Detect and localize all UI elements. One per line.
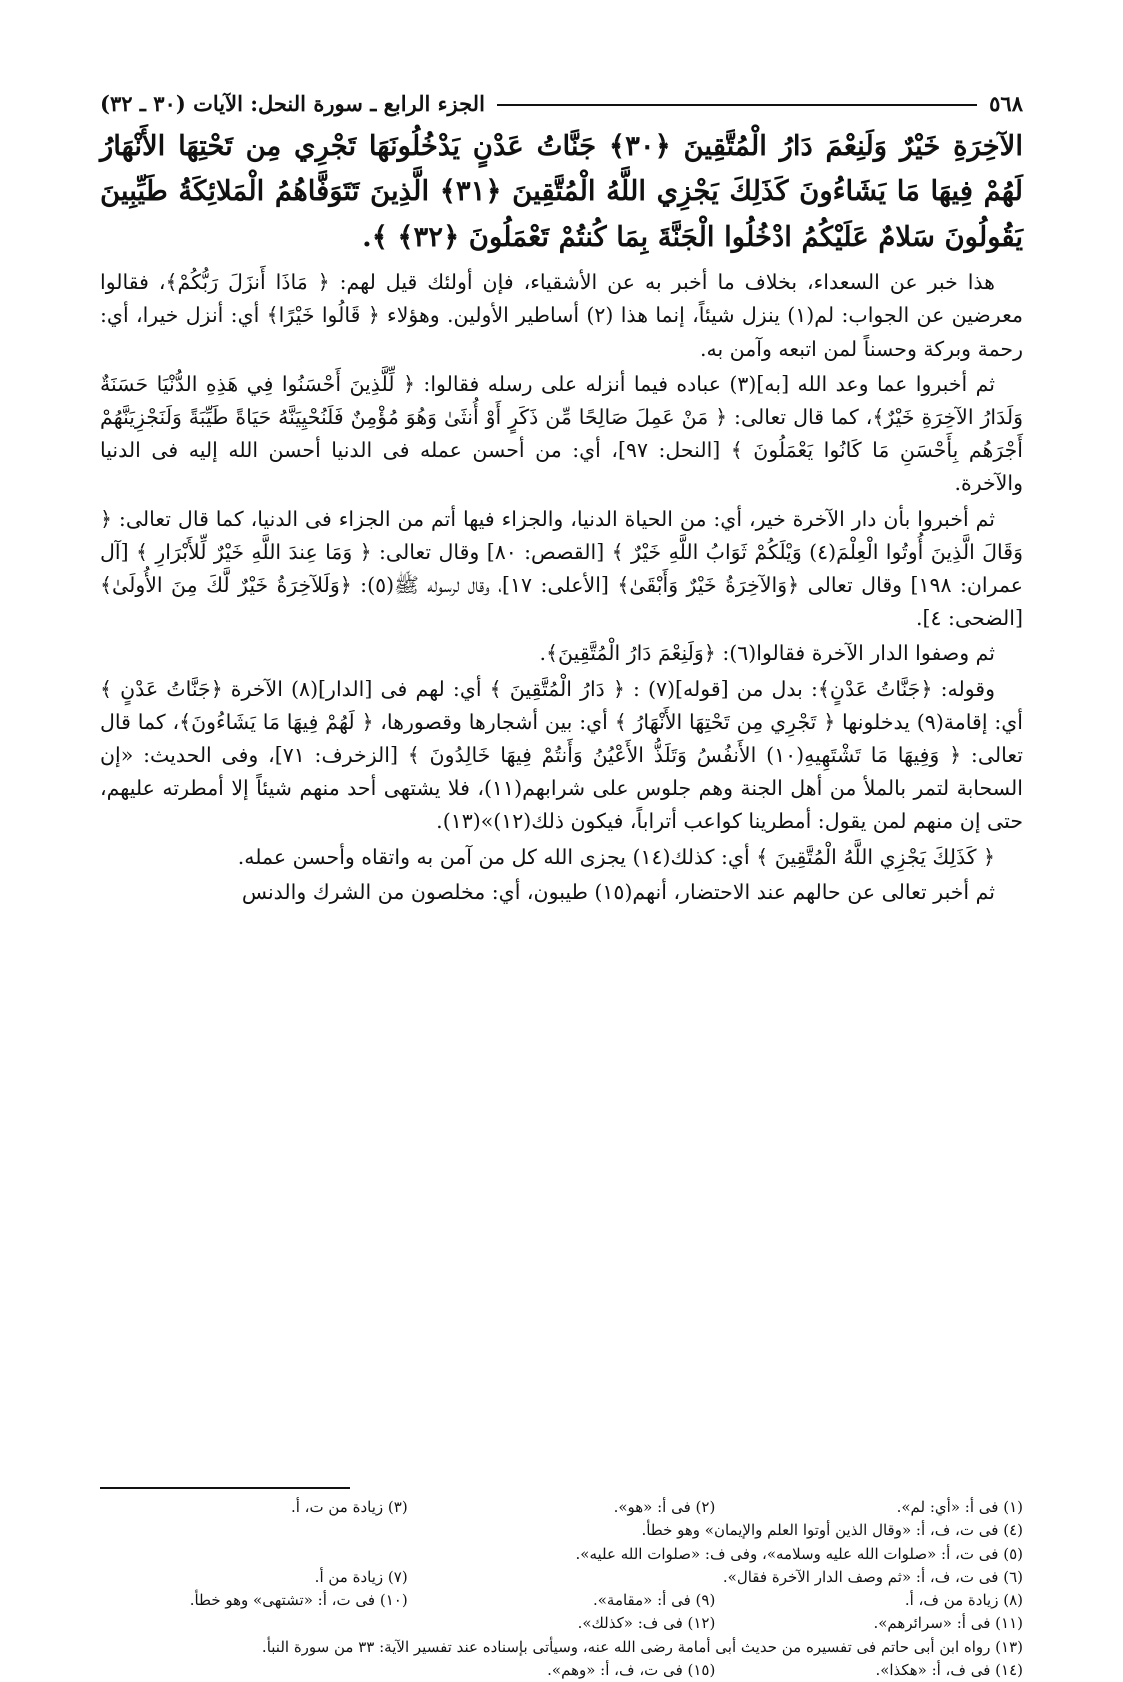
footnote [408, 1566, 716, 1589]
footnote: (٣) زيادة من ت، أ. [290, 1498, 408, 1516]
footnote-row [100, 1519, 1023, 1542]
footnote: (٢) فى أ: «هو». [613, 1498, 716, 1516]
footnote: (٤) فى ت، ف، أ: «وقال الذين أوتوا العلم والإيمان» وهو خطأ. [641, 1521, 1023, 1540]
footnote: (٥) فى ت، أ: «صلوات الله عليه وسلامه»، وفى ف: «صلوات الله عليه». [575, 1544, 1023, 1563]
footnote-row [100, 1496, 1023, 1519]
footnote-separator [100, 1487, 350, 1489]
page-body [100, 124, 1023, 911]
footnote: (١٣) رواه ابن أبى حاتم فى تفسيره من حديث أبى أمامة رضى الله عنه، وسيأتى بإسناده عند تفسير الآية: ٣٣ من سورة النبأ. [261, 1637, 1023, 1656]
footnote: (٧) زيادة من أ. [314, 1567, 408, 1586]
footnote [100, 1659, 408, 1682]
footnote: (٦) فى ت، ف، أ: «ثم وصف الدار الآخرة فقال». [722, 1567, 1023, 1586]
footnote-row [100, 1636, 1023, 1659]
quran-verse-block: الآخِرَةِ خَيْرٌ وَلَنِعْمَ دَارُ الْمُتَّقِينَ ﴿٣٠﴾ جَنَّاتُ عَدْنٍ يَدْخُلُونَهَا تَجْرِي مِن تَحْتِهَا الأَنْهَارُ لَهُمْ فِيهَا مَا يَشَاءُونَ كَذَلِكَ يَجْزِي اللَّهُ الْمُتَّقِينَ ﴿٣١﴾ الَّذِينَ تَتَوَفَّاهُمُ الْمَلائِكَةُ طَيِّبِينَ يَقُولُونَ سَلامٌ عَلَيْكُمُ ادْخُلُوا الْجَنَّةَ بِمَا كُنتُمْ تَعْمَلُونَ ﴿٣٢﴾ ﴾. [100, 130, 1023, 253]
commentary-paragraph: ﴿ كَذَلِكَ يَجْزِي اللَّهُ الْمُتَّقِينَ ﴾ أي: كذلك(١٤) يجزى الله كل من آمن به واتقاه وأحسن عمله. [237, 844, 995, 869]
footnotes [100, 1496, 1023, 1682]
footnote: (١) فى أ: «أي: لم». [896, 1498, 1023, 1516]
footnote-row [100, 1589, 1023, 1612]
footnote: (٨) زيادة من ف، أ. [904, 1591, 1023, 1609]
commentary-paragraph: هذا خبر عن السعداء، بخلاف ما أخبر به عن الأشقياء، فإن أولئك قيل لهم: ﴿ مَاذَا أَنزَلَ رَبُّكُمْ﴾، فقالوا معرضين عن الجواب: لم(١) ينزل شيئاً، إنما هذا (٢) أساطير الأولين. وهؤلاء ﴿ قَالُوا خَيْرًا﴾ أي: أنزل خيرا، أي: رحمة وبركة وحسناً لمن اتبعه وآمن به. [100, 270, 1023, 361]
footnote: (١٤) فى ف، أ: «هكذا». [875, 1660, 1023, 1679]
commentary-paragraph: ثم أخبروا عما وعد الله [به](٣) عباده فيما أنزله على رسله فقالوا: ﴿ لِّلَّذِينَ أَحْسَنُوا فِي هَذِهِ الدُّنْيَا حَسَنَةٌ وَلَدَارُ الآخِرَةِ خَيْرٌ﴾، كما قال تعالى: ﴿ مَنْ عَمِلَ صَالِحًا مِّن ذَكَرٍ أَوْ أُنثَىٰ وَهُوَ مُؤْمِنٌ فَلَنُحْيِيَنَّهُ حَيَاةً طَيِّبَةً وَلَنَجْزِيَنَّهُمْ أَجْرَهُم بِأَحْسَنِ مَا كَانُوا يَعْمَلُونَ ﴾ [النحل: ٩٧]، أي: من أحسن عمله فى الدنيا أحسن الله إليه فى الدنيا والآخرة. [100, 371, 1023, 496]
footnote-row [100, 1612, 1023, 1635]
footnote: (١١) فى أ: «سرائرهم». [873, 1614, 1023, 1633]
header-rule [497, 104, 977, 106]
footnote: (١٠) فى ت، أ: «تشتهى» وهو خطأ. [189, 1591, 408, 1609]
footnote: (١٢) فى ف: «كذلك». [577, 1614, 716, 1633]
running-header [100, 86, 1023, 120]
commentary-paragraph: وقوله: ﴿جَنَّاتُ عَدْنٍ﴾: بدل من [قوله](٧) : ﴿ دَارُ الْمُتَّقِينَ ﴾ أي: لهم فى [الدار](٨) الآخرة ﴿جَنَّاتُ عَدْنٍ ﴾ أي: إقامة(٩) يدخلونها ﴿ تَجْرِي مِن تَحْتِهَا الأَنْهَارُ ﴾ أي: بين أشجارها وقصورها، ﴿ لَهُمْ فِيهَا مَا يَشَاءُونَ﴾، كما قال تعالى: ﴿ وَفِيهَا مَا تَشْتَهِيهِ(١٠) الأَنفُسُ وَتَلَذُّ الأَعْيُنُ وَأَنتُمْ فِيهَا خَالِدُونَ ﴾ [الزخرف: ٧١]، وفى الحديث: «إن السحابة لتمر بالملأ من أهل الجنة وهم جلوس على شرابهم(١١)، فلا يشتهى أحد منهم شيئاً إلا أمطرته عليهم، حتى إن منهم لمن يقول: أمطرينا كواعب أتراباً، فيكون ذلك(١٢)»(١٣). [100, 676, 1023, 834]
footnote: (٩) فى أ: «مقامة». [592, 1591, 716, 1609]
commentary-paragraph: ثم أخبر تعالى عن حالهم عند الاحتضار، أنهم(١٥) طيبون، أي: مخلصون من الشرك والدنس [241, 879, 995, 904]
footnote-row [100, 1543, 1023, 1566]
running-title: الجزء الرابع ـ سورة النحل: الآيات (٣٠ ـ ٣٢) [100, 90, 485, 116]
footnote: (١٥) فى ت، ف، أ: «وهم». [547, 1660, 716, 1679]
commentary-paragraph: ثم أخبروا بأن دار الآخرة خير، أي: من الحياة الدنيا، والجزاء فيها أتم من الجزاء فى الدنيا، كما قال تعالى: ﴿ وَقَالَ الَّذِينَ أُوتُوا الْعِلْمَ(٤) وَيْلَكُمْ ثَوَابُ اللَّهِ خَيْرٌ ﴾ [القصص: ٨٠] وقال تعالى: ﴿ وَمَا عِندَ اللَّهِ خَيْرٌ لِّلأَبْرَارِ ﴾ [آل عمران: ١٩٨] وقال تعالى ﴿وَالآخِرَةُ خَيْرٌ وَأَبْقَىٰ﴾ [الأعلى: ١٧]، وقال لرسوله ﷺ(٥): ﴿وَلَلآخِرَةُ خَيْرٌ لَّكَ مِنَ الأُولَىٰ﴾ [الضحى: ٤]. [100, 506, 1023, 631]
page-number: ٥٦٨ [989, 90, 1023, 116]
commentary-paragraph: ثم وصفوا الدار الآخرة فقالوا(٦): ﴿وَلَنِعْمَ دَارُ الْمُتَّقِينَ﴾. [539, 641, 995, 666]
footnote-row [100, 1659, 1023, 1682]
footnote-row [100, 1566, 1023, 1589]
footnote [100, 1612, 408, 1635]
